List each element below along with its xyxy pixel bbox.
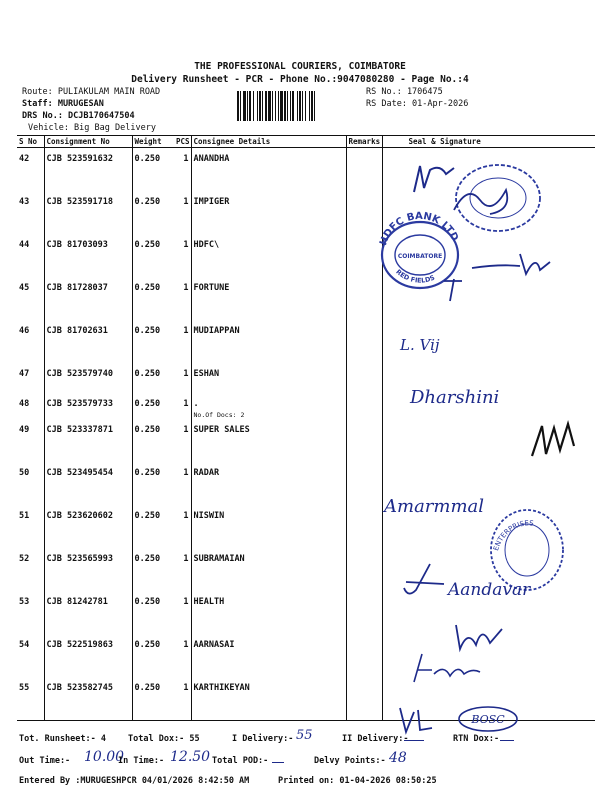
row-consignee — [191, 419, 346, 462]
signature-row44 — [470, 250, 560, 280]
ii-delivery-label: II Delivery:- — [342, 734, 409, 744]
row-remarks — [346, 393, 382, 419]
delvy-points-value: 48 — [389, 750, 407, 766]
rtn-dox-dash — [500, 740, 514, 741]
row-sno — [17, 591, 44, 634]
row-consignment — [44, 277, 132, 320]
row-sno-text: 51 — [19, 510, 30, 521]
barcode-bar — [299, 91, 301, 121]
row-consignment-text: CJB 523582745 — [46, 682, 114, 693]
row-pcs — [174, 677, 191, 721]
row-sno-text: 50 — [19, 467, 30, 478]
row-weight-text: 0.250 — [134, 553, 161, 564]
col-consignee: Consignee Details — [191, 136, 346, 148]
row-sno — [17, 148, 44, 191]
row-consignee-text: ESHAN — [193, 368, 220, 379]
row-consignee-text: AARNASAI — [193, 639, 235, 650]
row-pcs — [174, 548, 191, 591]
row-weight-text: 0.250 — [134, 282, 161, 293]
row-consignee-text: SUBRAMAIAN — [193, 553, 245, 564]
row-consignment-text: CJB 523495454 — [46, 467, 114, 478]
barcode-bar — [297, 91, 298, 121]
row-sno-text: 55 — [19, 682, 30, 693]
table-row — [17, 277, 595, 320]
row-weight — [132, 393, 174, 419]
barcode-bar — [311, 91, 313, 121]
signature-row55 — [396, 704, 436, 734]
signature-row52: Aandavar — [448, 580, 531, 600]
row-weight — [132, 677, 174, 721]
signature-row43 — [450, 180, 520, 220]
staff-label: Staff: MURUGESAN — [22, 99, 104, 109]
row-consignment — [44, 634, 132, 677]
row-consignee — [191, 634, 346, 677]
row-consignment — [44, 393, 132, 419]
row-sno — [17, 462, 44, 505]
row-pcs-text: 1 — [183, 196, 189, 207]
barcode-bar — [314, 91, 315, 121]
row-pcs — [174, 363, 191, 393]
row-consignment-text: CJB 523565993 — [46, 553, 114, 564]
barcode-bar — [290, 91, 291, 121]
col-pcs: PCS — [176, 137, 190, 146]
row-consignee — [191, 548, 346, 591]
signature-row48: Dharshini — [410, 387, 500, 408]
stamp-city: COIMBATORE — [397, 253, 443, 260]
row-sno-text: 52 — [19, 553, 30, 564]
signature-row50: Amarmmal — [384, 496, 485, 517]
signature-row52-mark — [400, 560, 450, 600]
barcode-bar — [243, 91, 246, 121]
barcode-bar — [253, 91, 254, 121]
row-consignee-text: FORTUNE — [193, 282, 230, 293]
row-consignment — [44, 363, 132, 393]
barcode-bar — [309, 91, 310, 121]
barcode — [237, 91, 362, 121]
printed-on: Printed on: 01-04-2026 08:50:25 — [278, 776, 437, 786]
barcode-bar — [259, 91, 261, 121]
row-sno — [17, 393, 44, 419]
barcode-bar — [278, 91, 279, 121]
row-consignment-text: CJB 81703093 — [46, 239, 108, 250]
row-consignee-text: . — [193, 398, 199, 409]
row-pcs-text: 1 — [183, 154, 189, 164]
vehicle-label: Vehicle: Big Bag Delivery — [28, 123, 156, 133]
barcode-bar — [240, 91, 241, 121]
barcode-bar — [305, 91, 306, 121]
row-remarks — [346, 148, 382, 191]
row-consignment-text: CJB 523591632 — [46, 154, 114, 164]
row-pcs — [174, 148, 191, 191]
row-pcs — [174, 634, 191, 677]
row-sno — [17, 505, 44, 548]
row-weight — [132, 234, 174, 277]
barcode-bar — [265, 91, 267, 121]
row-weight-text: 0.250 — [134, 325, 161, 336]
row-pcs-text: 1 — [183, 682, 189, 693]
row-pcs — [174, 591, 191, 634]
signature-row49 — [528, 420, 583, 460]
row-weight — [132, 363, 174, 393]
ii-delivery-dash — [404, 740, 424, 741]
out-time-value: 10.00 — [84, 749, 125, 765]
total-dox: Total Dox:- 55 — [128, 734, 200, 744]
row-remarks — [346, 634, 382, 677]
row-sno-text: 48 — [19, 398, 30, 409]
row-consignment-text: CJB 522519863 — [46, 639, 114, 650]
stamp-enterprises: ENTERPRISES — [492, 519, 534, 552]
row-pcs-text: 1 — [183, 639, 189, 650]
row-consignee — [191, 363, 346, 393]
row-remarks — [346, 320, 382, 363]
table-row — [17, 419, 595, 462]
row-pcs-text: 1 — [183, 398, 189, 409]
row-consignee — [191, 677, 346, 721]
stamp-branch: RED FIELDS — [394, 267, 437, 285]
table-header-row — [17, 136, 595, 148]
row-pcs-text: 1 — [183, 239, 189, 250]
row-sno — [17, 320, 44, 363]
row-sno-text: 53 — [19, 596, 30, 607]
row-weight — [132, 277, 174, 320]
rs-number: RS No.: 1706475 — [366, 87, 443, 97]
table-row — [17, 363, 595, 393]
row-consignee — [191, 591, 346, 634]
col-seal-signature: Seal & Signature — [382, 136, 595, 148]
row-weight — [132, 505, 174, 548]
row-consignment — [44, 419, 132, 462]
row-consignment — [44, 505, 132, 548]
row-consignment — [44, 462, 132, 505]
row-weight — [132, 191, 174, 234]
row-weight-text: 0.250 — [134, 424, 161, 435]
svg-text:RED FIELDS — [394, 268, 436, 285]
table-row — [17, 393, 595, 419]
table-row — [17, 462, 595, 505]
row-consignment-text: CJB 523337871 — [46, 424, 114, 435]
row-consignment — [44, 591, 132, 634]
signature-row46: L. Vij — [400, 336, 440, 354]
row-weight-text: 0.250 — [134, 368, 161, 379]
row-consignment — [44, 320, 132, 363]
barcode-bar — [292, 91, 294, 121]
barcode-bar — [237, 91, 239, 121]
barcode-bar — [249, 91, 251, 121]
row-consignment-text: CJB 523591718 — [46, 196, 114, 207]
col-consignment: Consignment No — [44, 136, 132, 148]
row-pcs — [174, 277, 191, 320]
row-consignee-text: IMPIGER — [193, 196, 230, 207]
row-sno-text: 43 — [19, 196, 30, 207]
row-consignment — [44, 148, 132, 191]
company-title: THE PROFESSIONAL COURIERS, COIMBATORE — [194, 61, 406, 72]
row-sno — [17, 634, 44, 677]
row-consignment-text: CJB 523579740 — [46, 368, 114, 379]
row-sno — [17, 548, 44, 591]
row-remarks — [346, 419, 382, 462]
col-weight: Weight — [132, 136, 174, 148]
row-pcs-text: 1 — [183, 368, 189, 379]
barcode-bar — [287, 91, 288, 121]
barcode-bar — [284, 91, 286, 121]
row-remarks — [346, 363, 382, 393]
row-consignment — [44, 191, 132, 234]
route-label: Route: PULIAKULAM MAIN ROAD — [22, 87, 161, 97]
row-remarks — [346, 462, 382, 505]
row-consignee-text: NISWIN — [193, 510, 225, 521]
row-consignee — [191, 234, 346, 277]
total-pod-dash — [272, 762, 284, 763]
col-sno: S No — [17, 136, 44, 148]
row-consignment-text: CJB 523579733 — [46, 398, 114, 409]
row-consignee-text: RADAR — [193, 467, 220, 478]
row-consignee-text: HEALTH — [193, 596, 225, 607]
col-remarks: Remarks — [346, 136, 382, 148]
row-consignee-text: HDFC\ — [193, 239, 220, 250]
row-remarks — [346, 677, 382, 721]
row-weight-text: 0.250 — [134, 639, 161, 650]
row-sno-text: 49 — [19, 424, 30, 435]
in-time-value: 12.50 — [170, 749, 211, 765]
row-consignee — [191, 191, 346, 234]
row-consignee — [191, 393, 346, 419]
delvy-points-label: Delvy Points:- — [314, 756, 386, 766]
row-weight-text: 0.250 — [134, 239, 161, 250]
row-weight-text: 0.250 — [134, 398, 161, 409]
row-weight-text: 0.250 — [134, 596, 161, 607]
barcode-bar — [262, 91, 263, 121]
row-consignment-text: CJB 81702631 — [46, 325, 108, 336]
svg-text:HDFC BANK LTD — [378, 211, 460, 247]
row-pcs — [174, 393, 191, 419]
row-pcs-text: 1 — [183, 510, 189, 521]
in-time-label: In Time:- — [118, 756, 165, 766]
bosc-label: BOSC — [471, 713, 505, 726]
row-consignee — [191, 462, 346, 505]
row-consignee — [191, 277, 346, 320]
row-doc-note: No.Of Docs: 2 — [193, 410, 245, 419]
row-remarks — [346, 505, 382, 548]
row-pcs — [174, 419, 191, 462]
row-weight-text: 0.250 — [134, 510, 161, 521]
row-remarks — [346, 591, 382, 634]
row-pcs — [174, 505, 191, 548]
row-pcs — [174, 191, 191, 234]
row-pcs-text: 1 — [183, 553, 189, 564]
row-sno — [17, 234, 44, 277]
row-consignment — [44, 677, 132, 721]
row-pcs — [174, 462, 191, 505]
row-weight — [132, 419, 174, 462]
row-consignee-text: KARTHIKEYAN — [193, 682, 250, 693]
barcode-bar — [280, 91, 283, 121]
i-delivery-value: 55 — [296, 728, 313, 743]
row-consignment-text: CJB 81728037 — [46, 282, 108, 293]
row-weight — [132, 548, 174, 591]
barcode-bar — [275, 91, 276, 121]
barcode-bar — [268, 91, 271, 121]
entered-by: Entered By :MURUGESHPCR 04/01/2026 8:42:50 AM — [19, 776, 250, 786]
rs-date: RS Date: 01-Apr-2026 — [366, 99, 469, 109]
row-weight — [132, 634, 174, 677]
row-weight — [132, 148, 174, 191]
barcode-bar — [272, 91, 273, 121]
row-sno-text: 54 — [19, 639, 30, 650]
total-pod-label: Total POD:- — [212, 756, 269, 766]
row-consignment — [44, 548, 132, 591]
signature-row45 — [440, 275, 470, 305]
drs-number: DRS No.: DCJB170647504 — [22, 111, 135, 121]
row-consignee — [191, 148, 346, 191]
row-pcs-text: 1 — [183, 596, 189, 607]
row-weight — [132, 320, 174, 363]
row-sno — [17, 419, 44, 462]
barcode-bar — [257, 91, 258, 121]
row-weight-text: 0.250 — [134, 154, 161, 164]
row-weight — [132, 462, 174, 505]
row-sno — [17, 191, 44, 234]
row-pcs — [174, 320, 191, 363]
row-sno-text: 42 — [19, 154, 30, 164]
out-time-label: Out Time:- — [19, 756, 71, 766]
barcode-bar — [302, 91, 303, 121]
row-remarks — [346, 548, 382, 591]
row-weight-text: 0.250 — [134, 682, 161, 693]
i-delivery-label: I Delivery:- — [232, 734, 294, 744]
signature-row53 — [450, 615, 510, 655]
row-pcs-text: 1 — [183, 424, 189, 435]
row-sno-text: 44 — [19, 239, 30, 250]
row-sno — [17, 677, 44, 721]
row-sno — [17, 277, 44, 320]
row-consignee-text: MUDIAPPAN — [193, 325, 240, 336]
barcode-bar — [247, 91, 248, 121]
row-weight — [132, 591, 174, 634]
row-sno-text: 46 — [19, 325, 30, 336]
row-pcs-text: 1 — [183, 325, 189, 336]
row-weight-text: 0.250 — [134, 467, 161, 478]
stamp-bank-name: HDFC BANK LTD — [378, 210, 461, 248]
row-consignee — [191, 505, 346, 548]
row-consignee — [191, 320, 346, 363]
row-consignee-text: SUPER SALES — [193, 424, 250, 435]
row-pcs — [174, 234, 191, 277]
runsheet-subtitle: Delivery Runsheet - PCR - Phone No.:9047080280 - Page No.:4 — [131, 74, 469, 85]
row-sno-text: 47 — [19, 368, 30, 379]
row-weight-text: 0.250 — [134, 196, 161, 207]
rtn-dox-label: RTN Dox:- — [453, 734, 500, 744]
row-consignment-text: CJB 81242781 — [46, 596, 108, 607]
bosc-stamp — [457, 704, 519, 734]
table-row — [17, 320, 595, 363]
row-consignee-text: ANANDHA — [193, 154, 230, 164]
tot-runsheet: Tot. Runsheet:- 4 — [19, 734, 106, 744]
row-pcs-text: 1 — [183, 282, 189, 293]
row-pcs-text: 1 — [183, 467, 189, 478]
row-consignment-text: CJB 523620602 — [46, 510, 114, 521]
signature-row54 — [410, 650, 490, 685]
row-sno-text: 45 — [19, 282, 30, 293]
row-consignment — [44, 234, 132, 277]
row-sno — [17, 363, 44, 393]
